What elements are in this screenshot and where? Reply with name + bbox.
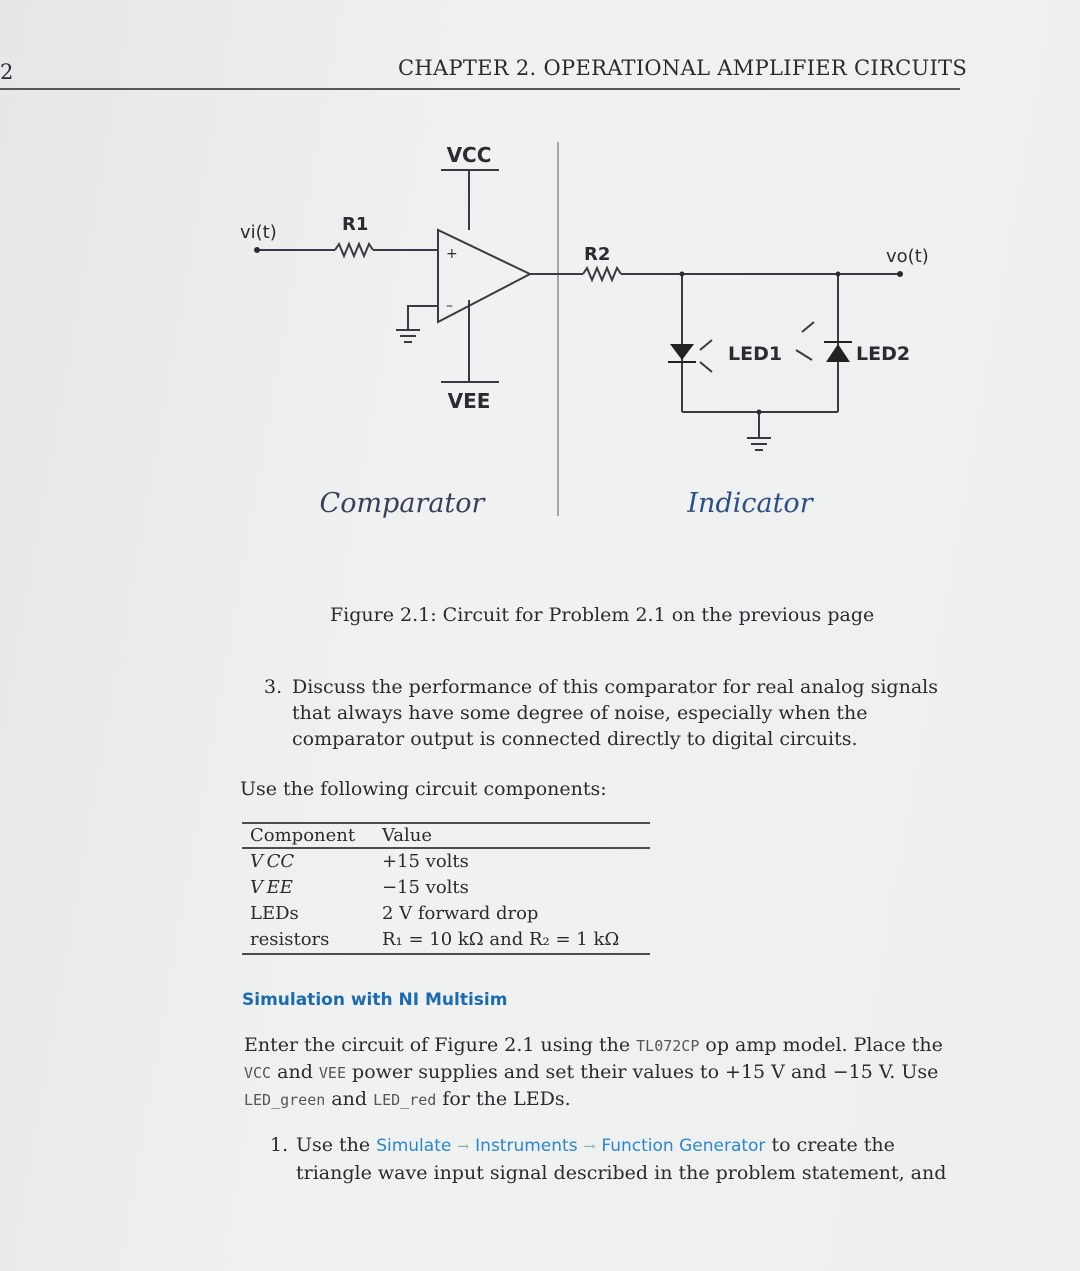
- table-cell: V EE: [250, 877, 293, 898]
- inverting-input-sign: –: [446, 298, 453, 314]
- section-label-comparator: Comparator: [319, 488, 485, 519]
- minus-to-ground-wire: [408, 306, 438, 330]
- led2-diode-icon: [826, 344, 850, 362]
- page-number: 2: [0, 60, 14, 84]
- menu-arrow-icon: →: [583, 1139, 596, 1155]
- step-text: [296, 1132, 950, 1186]
- step-item: [270, 1132, 950, 1186]
- para-text: op amp model. Place the: [699, 1034, 943, 1056]
- vi-terminal: [254, 247, 260, 253]
- para-text: power supplies and set their values to +15 V and −15 V. Use: [346, 1061, 939, 1083]
- table-header-row: [242, 823, 650, 848]
- table-cell: −15 volts: [381, 877, 469, 898]
- vee-label: VEE: [447, 389, 491, 413]
- table-row: [242, 875, 650, 901]
- table-row: [242, 848, 650, 875]
- table-cell: V CC: [250, 851, 295, 872]
- vo-terminal: [897, 271, 903, 277]
- para-text: Enter the circuit of Figure 2.1 using the: [244, 1034, 637, 1056]
- table-cell: resistors: [242, 927, 374, 954]
- r1-label: R1: [342, 214, 369, 235]
- question-item: [264, 674, 964, 752]
- menu-function-generator: Function Generator: [601, 1136, 766, 1156]
- simulation-paragraph: [244, 1032, 946, 1113]
- section-label-indicator: Indicator: [687, 488, 813, 519]
- vcc-code: VCC: [244, 1064, 272, 1082]
- table-row: [242, 901, 650, 927]
- vee-code: VEE: [318, 1064, 346, 1082]
- menu-instruments: Instruments: [475, 1136, 578, 1156]
- table-cell: 2 V forward drop: [381, 903, 539, 924]
- table-cell: R₁ = 10 kΩ and R₂ = 1 kΩ: [374, 927, 650, 954]
- opamp-model-code: TL072CP: [636, 1037, 700, 1055]
- column-header: Value: [374, 823, 650, 848]
- r2-label: R2: [584, 244, 611, 265]
- column-header: Component: [242, 823, 374, 848]
- step-number: 1.: [270, 1134, 289, 1156]
- para-text: for the LEDs.: [436, 1088, 571, 1110]
- led2-label: LED2: [856, 343, 911, 365]
- vi-label: vi(t): [240, 222, 277, 243]
- circuit-schematic: [0, 0, 1080, 560]
- components-table: [242, 822, 650, 955]
- r2-resistor: [583, 268, 621, 280]
- vcc-label: VCC: [446, 143, 492, 167]
- step-text-part: to create the triangle wave input signal described in the problem statement, and: [296, 1134, 947, 1184]
- question-text: Discuss the performance of this comparator for real analog signals that always have some degree of noise, especially when the comparator output is connected directly to digital circuits.: [292, 676, 938, 750]
- figure-caption: Figure 2.1: Circuit for Problem 2.1 on the previous page: [330, 604, 875, 626]
- r1-resistor: [335, 244, 373, 256]
- step-text-part: Use the: [296, 1134, 377, 1156]
- vo-label: vo(t): [886, 246, 929, 267]
- led-red-code: LED_red: [373, 1091, 437, 1109]
- menu-simulate: Simulate: [376, 1136, 452, 1156]
- table-row: [242, 927, 650, 954]
- question-number: 3.: [264, 676, 283, 698]
- table-cell: +15 volts: [381, 851, 469, 872]
- table-cell: LEDs: [250, 903, 299, 924]
- para-text: and: [325, 1088, 374, 1110]
- para-text: and: [271, 1061, 319, 1083]
- components-intro: Use the following circuit components:: [240, 778, 607, 800]
- noninverting-input-sign: +: [446, 246, 458, 262]
- led-green-code: LED_green: [244, 1091, 326, 1109]
- running-head: CHAPTER 2. OPERATIONAL AMPLIFIER CIRCUITS: [398, 56, 968, 80]
- led1-diode-icon: [670, 344, 694, 360]
- menu-arrow-icon: →: [457, 1139, 470, 1155]
- simulation-heading: Simulation with NI Multisim: [242, 990, 508, 1010]
- led1-label: LED1: [728, 343, 783, 365]
